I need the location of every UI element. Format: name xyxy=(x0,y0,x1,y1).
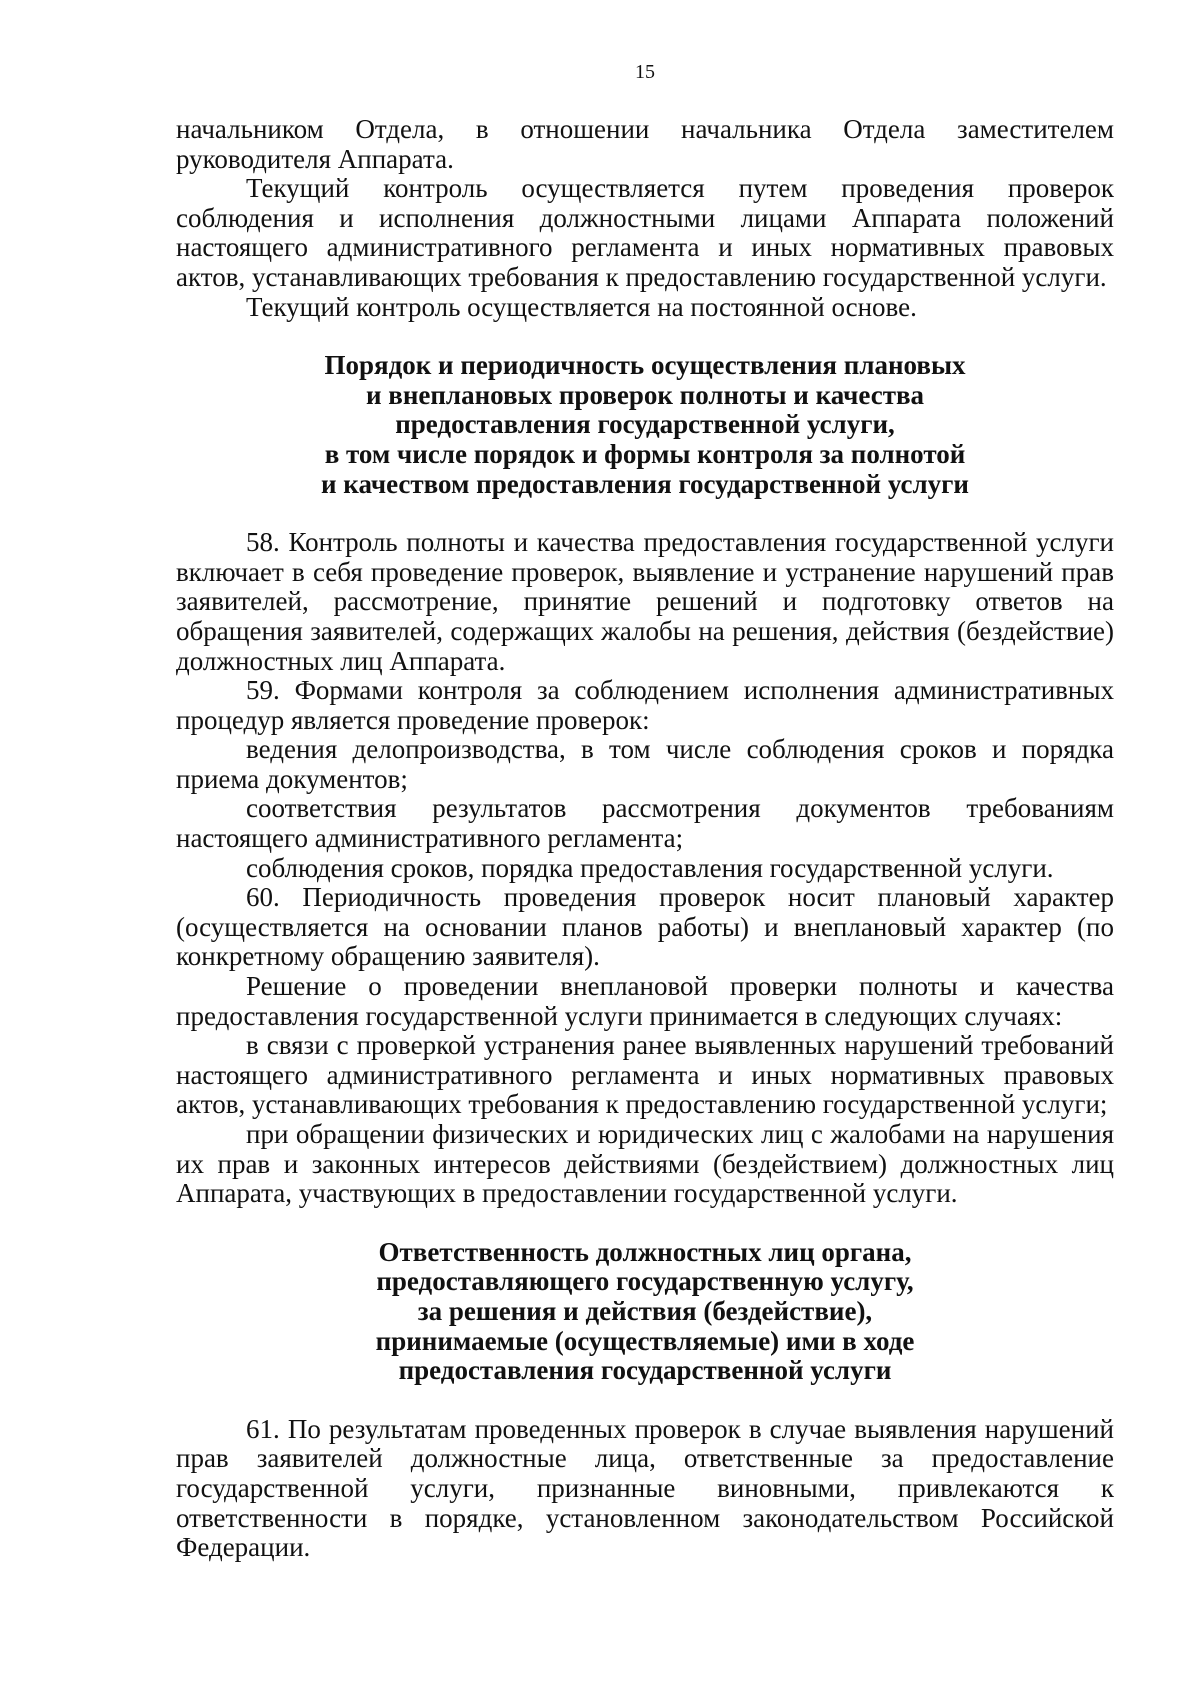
paragraph-current-control-basis: Текущий контроль осуществляется на постоянной основе. xyxy=(246,291,917,322)
heading-line: за решения и действия (бездействие), xyxy=(417,1295,873,1326)
heading-line: принимаемые (осуществляемые) ими в ходе xyxy=(375,1325,915,1356)
paragraph-unscheduled-decision: Решение о проведении внеплановой проверки полноты и качества предоставления государственной услуги принимается в следующих случаях: xyxy=(176,971,1114,1031)
paragraph-continuation: начальником Отдела, в отношении начальника Отдела заместителем руководителя Аппарата. xyxy=(176,114,1114,174)
heading-line: в том числе порядок и формы контроля за полнотой xyxy=(324,438,966,469)
heading-line: предоставляющего государственную услугу, xyxy=(376,1266,914,1297)
heading-line: предоставления государственной услуги xyxy=(398,1355,892,1386)
page-number: 15 xyxy=(635,61,655,83)
paragraph-59-item-compliance: соответствия результатов рассмотрения документов требованиям настоящего административного регламента; xyxy=(176,793,1114,854)
heading-line: и качеством предоставления государственной услуги xyxy=(321,468,969,499)
paragraph-60: 60. Периодичность проведения проверок носит плановый характер (осуществляется на основании планов работы) и внеплановый характер (по конкретному обращению заявителя). xyxy=(176,882,1114,972)
paragraph-case-violations: в связи с проверкой устранения ранее выявленных нарушений требований настоящего административного регламента и иных нормативных правовых актов, устанавливающих требования к предоставлению государственной услуги; xyxy=(176,1030,1114,1120)
paragraph-59: 59. Формами контроля за соблюдением исполнения административных процедур является проведение проверок: xyxy=(176,675,1114,735)
paragraph-59-item-records: ведения делопроизводства, в том числе соблюдения сроков и порядка приема документов; xyxy=(176,734,1114,794)
paragraph-59-item-deadlines: соблюдения сроков, порядка предоставления государственной услуги. xyxy=(246,852,1054,883)
heading-line: предоставления государственной услуги, xyxy=(395,409,895,440)
section-heading-inspections xyxy=(176,351,1114,499)
heading-line: и внеплановых проверок полноты и качества xyxy=(365,379,925,410)
heading-line: Ответственность должностных лиц органа, xyxy=(378,1236,912,1267)
paragraph-58: 58. Контроль полноты и качества предоставления государственной услуги включает в себя проведение проверок, выявление и устранение нарушений прав заявителей, рассмотрение, принятие решений и подготовку ответов на обращения заявителей, содержащих жалобы на решения, действия (бездействие) должностных лиц Аппарата. xyxy=(176,527,1114,676)
heading-line: Порядок и периодичность осуществления плановых xyxy=(324,350,966,381)
paragraph-case-complaints: при обращении физических и юридических лиц с жалобами на нарушения их прав и законных интересов действиями (бездействием) должностных лиц Аппарата, участвующих в предоставлении государственной услуги. xyxy=(176,1119,1114,1209)
section-heading-responsibility xyxy=(176,1238,1114,1386)
paragraph-current-control: Текущий контроль осуществляется путем проведения проверок соблюдения и исполнения должностными лицами Аппарата положений настоящего административного регламента и иных нормативных правовых актов, устанавливающих требования к предоставлению государственной услуги. xyxy=(176,173,1114,292)
paragraph-61: 61. По результатам проведенных проверок в случае выявления нарушений прав заявителей должностные лица, ответственные за предоставление государственной услуги, признанные виновными, привлекаются к ответственности в порядке, установленном законодательством Российской Федерации. xyxy=(176,1413,1114,1563)
document-body xyxy=(176,115,1114,1563)
